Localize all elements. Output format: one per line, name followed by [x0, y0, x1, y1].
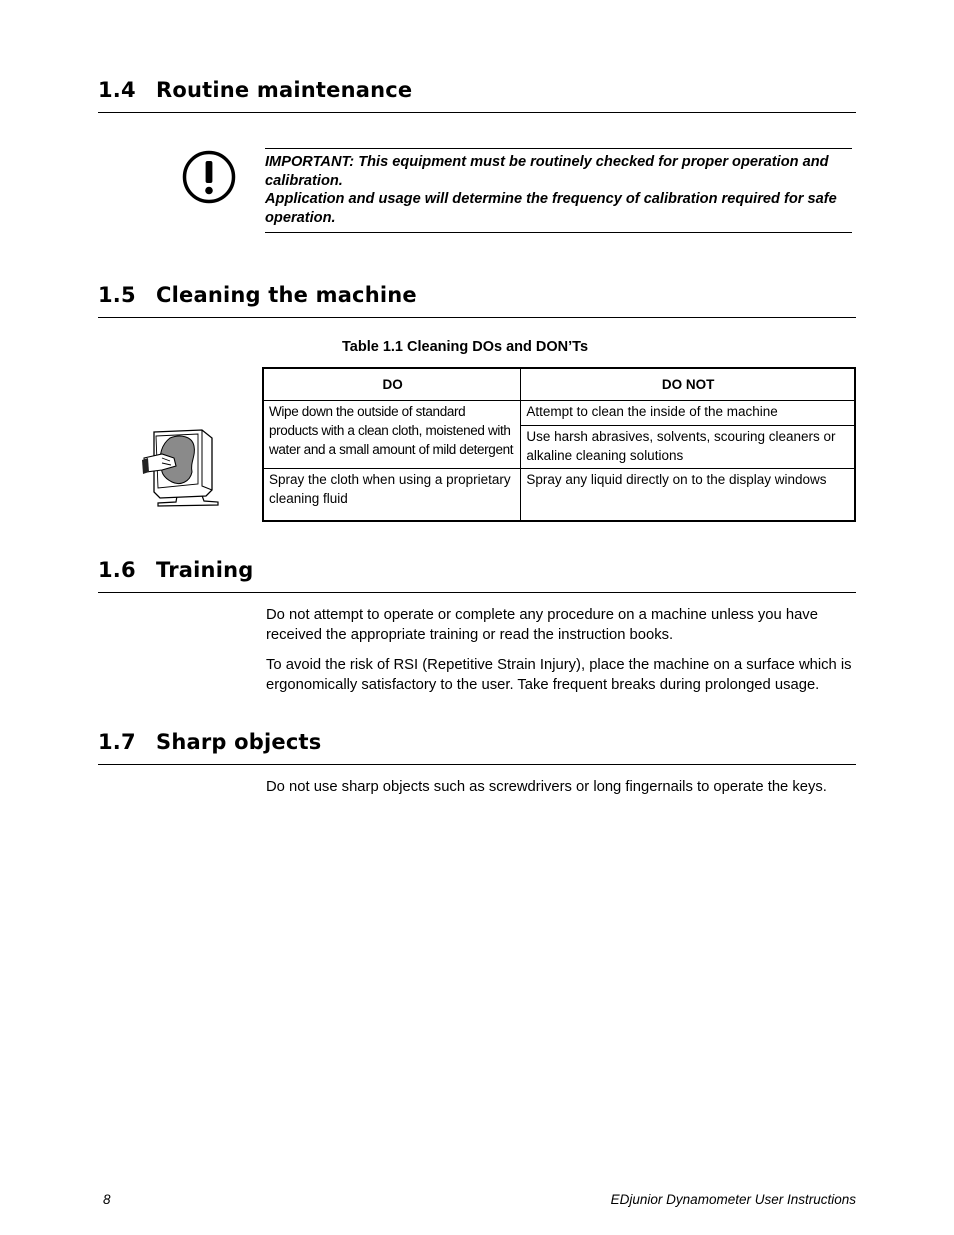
page-number: 8	[103, 1192, 111, 1207]
important-notice	[265, 148, 852, 233]
section-heading-training	[98, 558, 856, 593]
section-title-text: Training	[156, 558, 254, 582]
section-title	[98, 283, 856, 307]
section-title-text: Cleaning the machine	[156, 283, 417, 307]
do-cell-1: Wipe down the outside of standard products with a clean cloth, moistened with water and a small amount of mild detergent	[263, 401, 521, 469]
column-header-do-not: DO NOT	[521, 368, 855, 401]
training-paragraph-1: Do not attempt to operate or complete any procedure on a machine unless you have received the appropriate training or read the instruction books.	[266, 607, 818, 643]
do-cell-2: Spray the cloth when using a proprietary cleaning fluid	[263, 469, 521, 522]
section-heading-sharp-objects	[98, 730, 856, 765]
section-heading-cleaning	[98, 283, 856, 318]
table-row	[263, 469, 855, 522]
section-title	[98, 730, 856, 754]
section-heading-routine-maintenance	[98, 78, 856, 113]
section-number: 1.7	[98, 730, 136, 754]
exclamation-circle-icon	[182, 150, 236, 204]
section-title-text: Routine maintenance	[156, 78, 413, 102]
section-number: 1.4	[98, 78, 136, 102]
column-header-do: DO	[263, 368, 521, 401]
cleaning-table	[262, 367, 856, 522]
do-not-cell-2: Use harsh abrasives, solvents, scouring cleaners or alkaline cleaning solutions	[521, 425, 855, 468]
training-paragraph-2: To avoid the risk of RSI (Repetitive Strain Injury), place the machine on a surface which is ergonomically satisfactory to the user. Take frequent breaks during prolonged usage.	[266, 657, 852, 693]
table-header-row	[263, 368, 855, 401]
do-not-cell-3: Spray any liquid directly on to the display windows	[521, 469, 855, 522]
section-title	[98, 558, 856, 582]
section-number: 1.6	[98, 558, 136, 582]
sharp-objects-paragraph: Do not use sharp objects such as screwdrivers or long fingernails to operate the keys.	[266, 779, 827, 795]
section-title	[98, 78, 856, 102]
sharp-objects-text	[266, 778, 858, 798]
training-text	[266, 606, 858, 695]
hand-wiping-display-icon	[140, 428, 224, 508]
section-title-text: Sharp objects	[156, 730, 322, 754]
table-caption: Table 1.1 Cleaning DOs and DON’Ts	[342, 339, 589, 355]
table-row	[263, 401, 855, 426]
section-number: 1.5	[98, 283, 136, 307]
do-not-cell-1: Attempt to clean the inside of the machine	[521, 401, 855, 426]
important-line-2: Application and usage will determine the frequency of calibration required for safe operation.	[265, 191, 837, 226]
document-title: EDjunior Dynamometer User Instructions	[610, 1192, 856, 1207]
important-line-1: IMPORTANT: This equipment must be routinely checked for proper operation and calibration.	[265, 154, 829, 189]
